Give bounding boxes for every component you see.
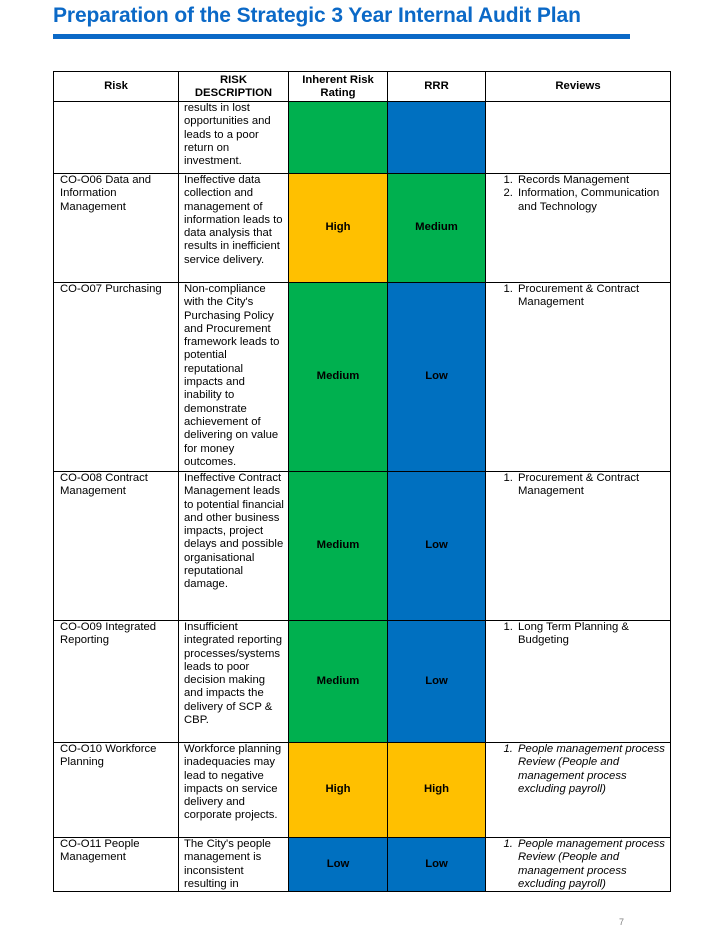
header-risk: Risk xyxy=(54,72,179,102)
risk-cell: CO-O10 Workforce Planning xyxy=(54,743,179,838)
risk-description-cell: The City's people management is inconsistent resulting in xyxy=(179,838,289,892)
header-rrr: RRR xyxy=(388,72,486,102)
reviews-cell xyxy=(486,283,671,472)
rrr-cell xyxy=(388,102,486,174)
rrr-cell: Low xyxy=(388,472,486,621)
table-header-row xyxy=(54,72,671,102)
review-item: 2. Information, Communication and Technology xyxy=(516,187,666,214)
inherent-rating-cell: Medium xyxy=(289,472,388,621)
risk-cell: CO-O07 Purchasing xyxy=(54,283,179,472)
review-item: 1. People management process Review (People and management process excluding payroll) xyxy=(516,743,666,796)
table-row xyxy=(54,102,671,174)
risk-description-cell: results in lost opportunities and leads to a poor return on investment. xyxy=(179,102,289,174)
header-risk-description: RISK DESCRIPTION xyxy=(179,72,289,102)
risk-cell: CO-O11 People Management xyxy=(54,838,179,892)
risk-cell: CO-O08 Contract Management xyxy=(54,472,179,621)
review-item: 1. Procurement & Contract Management xyxy=(516,283,666,310)
review-item: 1. Long Term Planning & Budgeting xyxy=(516,621,666,648)
review-item: 1. Procurement & Contract Management xyxy=(516,472,666,499)
review-item: 1. Records Management xyxy=(516,174,666,187)
reviews-cell xyxy=(486,838,671,892)
risk-description-cell: Non-compliance with the City's Purchasing Policy and Procurement framework leads to potential reputational impacts and inability to demonstrate achievement of delivering on value for money outcomes. xyxy=(179,283,289,472)
risk-description-cell: Ineffective data collection and management of information leads to data analysis that results in inefficient service delivery. xyxy=(179,174,289,283)
inherent-rating-cell: Medium xyxy=(289,283,388,472)
table-row xyxy=(54,472,671,621)
rrr-cell: Medium xyxy=(388,174,486,283)
audit-plan-table xyxy=(53,71,671,892)
inherent-rating-cell: Medium xyxy=(289,621,388,743)
review-item: 1. People management process Review (People and management process excluding payroll) xyxy=(516,838,666,891)
header-inherent-risk-rating: Inherent Risk Rating xyxy=(289,72,388,102)
inherent-rating-cell xyxy=(289,102,388,174)
table-row xyxy=(54,743,671,838)
reviews-cell xyxy=(486,174,671,283)
inherent-rating-cell: High xyxy=(289,174,388,283)
table-row xyxy=(54,174,671,283)
table-row xyxy=(54,621,671,743)
header-reviews: Reviews xyxy=(486,72,671,102)
page-title: Preparation of the Strategic 3 Year Internal Audit Plan xyxy=(53,4,581,27)
risk-cell: CO-O06 Data and Information Management xyxy=(54,174,179,283)
risk-description-cell: Insufficient integrated reporting processes/systems leads to poor decision making and impacts the delivery of SCP & CBP. xyxy=(179,621,289,743)
table-row xyxy=(54,838,671,892)
rrr-cell: High xyxy=(388,743,486,838)
reviews-cell xyxy=(486,743,671,838)
risk-cell xyxy=(54,102,179,174)
title-underline xyxy=(53,34,630,39)
page-number: 7 xyxy=(619,917,625,927)
rrr-cell: Low xyxy=(388,621,486,743)
reviews-cell xyxy=(486,621,671,743)
table-row xyxy=(54,283,671,472)
inherent-rating-cell: High xyxy=(289,743,388,838)
reviews-cell xyxy=(486,102,671,174)
reviews-cell xyxy=(486,472,671,621)
inherent-rating-cell: Low xyxy=(289,838,388,892)
risk-description-cell: Ineffective Contract Management leads to potential financial and other business impacts, project delays and possible organisational reputational damage. xyxy=(179,472,289,621)
risk-description-cell: Workforce planning inadequacies may lead to negative impacts on service delivery and corporate projects. xyxy=(179,743,289,838)
risk-cell: CO-O09 Integrated Reporting xyxy=(54,621,179,743)
rrr-cell: Low xyxy=(388,838,486,892)
rrr-cell: Low xyxy=(388,283,486,472)
